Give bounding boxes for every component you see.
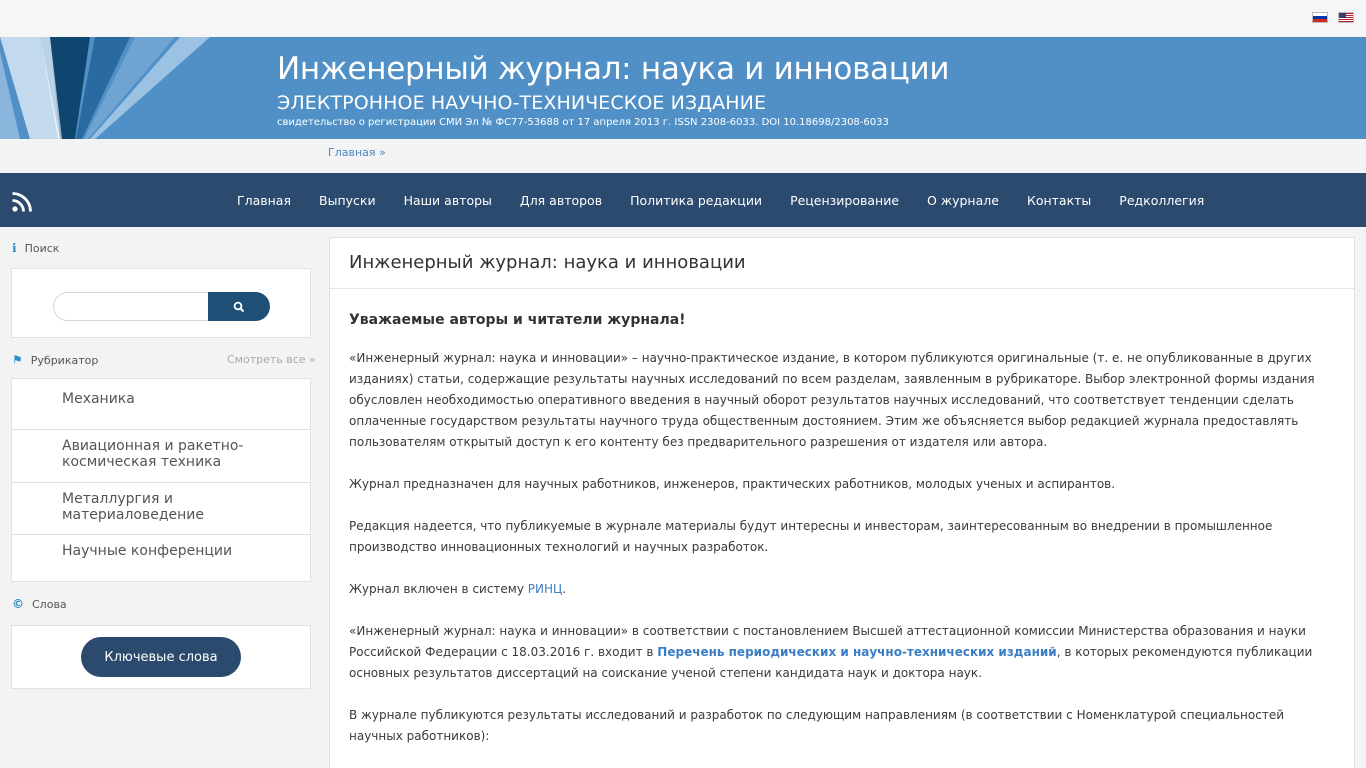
- site-header: [0, 37, 1366, 139]
- breadcrumb[interactable]: Главная »: [328, 146, 386, 159]
- paragraph-directions: В журнале публикуются результаты исследований и разработок по следующим направлениям (в соответствии с Номенклатурой специальностей научных работников):: [349, 708, 1285, 743]
- flag-ru-icon[interactable]: [1312, 12, 1328, 23]
- rss-icon[interactable]: [12, 192, 32, 212]
- flag-us-icon[interactable]: [1338, 12, 1354, 23]
- nav-for-authors[interactable]: Для авторов: [519, 192, 603, 208]
- rubricator-panel: [11, 378, 311, 582]
- search-input[interactable]: [53, 292, 213, 321]
- nav-reviewing[interactable]: Рецензирование: [790, 192, 900, 208]
- paragraph-rinc: Журнал включен в систему РИНЦ.: [349, 582, 567, 596]
- vak-list-link[interactable]: Перечень периодических и научно-технических изданий: [657, 645, 1057, 659]
- greeting-heading: Уважаемые авторы и читатели журнала!: [349, 312, 686, 328]
- site-title[interactable]: Инженерный журнал: наука и инновации: [277, 51, 950, 87]
- search-section-label: ℹ Поиск: [12, 241, 60, 255]
- rubric-item-aerospace[interactable]: Авиационная и ракетно-космическая техника: [12, 430, 310, 483]
- info-icon: ℹ: [12, 241, 17, 255]
- paragraph-audience: Журнал предназначен для научных работников, инженеров, практических работников, молодых ученых и аспирантов.: [349, 477, 1116, 491]
- header-logo-rays: [0, 37, 230, 139]
- keywords-button[interactable]: Ключевые слова: [81, 637, 241, 677]
- search-icon: [233, 301, 245, 313]
- rubricator-section-label: ⚑ Рубрикатор: [12, 353, 99, 367]
- rinc-link[interactable]: РИНЦ: [527, 582, 563, 596]
- paragraph-investors: Редакция надеется, что публикуемые в журнале материалы будут интересны и инвесторам, заинтересованным во внедрении в промышленное производство инновационных технологий и научных разработок.: [349, 519, 1273, 554]
- words-section-label: © Слова: [12, 597, 67, 611]
- flag-marker-icon: ⚑: [12, 353, 23, 367]
- title-divider: [330, 288, 1354, 289]
- nav-contacts[interactable]: Контакты: [1026, 192, 1092, 208]
- see-all-link[interactable]: Смотреть все »: [227, 353, 316, 366]
- article-body: [349, 310, 1324, 768]
- nav-editorial-policy[interactable]: Политика редакции: [630, 192, 763, 208]
- nav-authors[interactable]: Наши авторы: [403, 192, 492, 208]
- words-panel: [11, 625, 311, 689]
- rubric-item-metallurgy[interactable]: Металлургия и материаловедение: [12, 483, 310, 535]
- nav-about[interactable]: О журнале: [927, 192, 999, 208]
- copyright-icon: ©: [12, 597, 24, 611]
- site-subtitle: ЭЛЕКТРОННОЕ НАУЧНО-ТЕХНИЧЕСКОЕ ИЗДАНИЕ: [277, 92, 767, 114]
- page-title: Инженерный журнал: наука и инновации: [349, 252, 746, 273]
- paragraph-intro: «Инженерный журнал: наука и инновации» – научно-практическое издание, в котором публикуются оригинальные (т. е. не опубликованные в других изданиях) статьи, содержащие результаты научных исследований по всем разделам, заявленным в рубрикаторе. Выбор электронной формы издания обусловлен необходимостью оперативного введения в научный оборот результатов научных исследований, что соответствует тенденции сделать оплаченные государством результаты научного труда общественным достоянием. Этим же объясняется выбор редакцией журнала предоставлять пользователям открытый доступ к его контенту без предварительного разрешения от издателя или автора.: [349, 351, 1315, 449]
- nav-home[interactable]: Главная: [237, 192, 291, 208]
- top-strip: [0, 0, 1366, 37]
- main-nav: [0, 173, 1366, 227]
- rubric-item-conferences[interactable]: Научные конференции: [62, 543, 233, 559]
- registration-info: свидетельство о регистрации СМИ Эл № ФС77-53688 от 17 апреля 2013 г. ISSN 2308-6033. DOI 10.18698/2308-6033: [277, 117, 889, 128]
- nav-issues[interactable]: Выпуски: [319, 192, 376, 208]
- search-panel: [11, 268, 311, 338]
- paragraph-vak: «Инженерный журнал: наука и инновации» в соответствии с постановлением Высшей аттестационной комиссии Министерства образования и науки Российской Федерации с 18.03.2016 г. входит в Перечень периодических и научно-технических изданий, в которых рекомендуются публикации основных результатов диссертаций на соискание ученой степени кандидата наук и доктора наук.: [349, 624, 1313, 680]
- nav-editorial-board[interactable]: Редколлегия: [1119, 192, 1205, 208]
- search-button[interactable]: [208, 292, 270, 321]
- rubric-item-mechanics[interactable]: Механика: [12, 379, 310, 430]
- main-content: [329, 237, 1355, 768]
